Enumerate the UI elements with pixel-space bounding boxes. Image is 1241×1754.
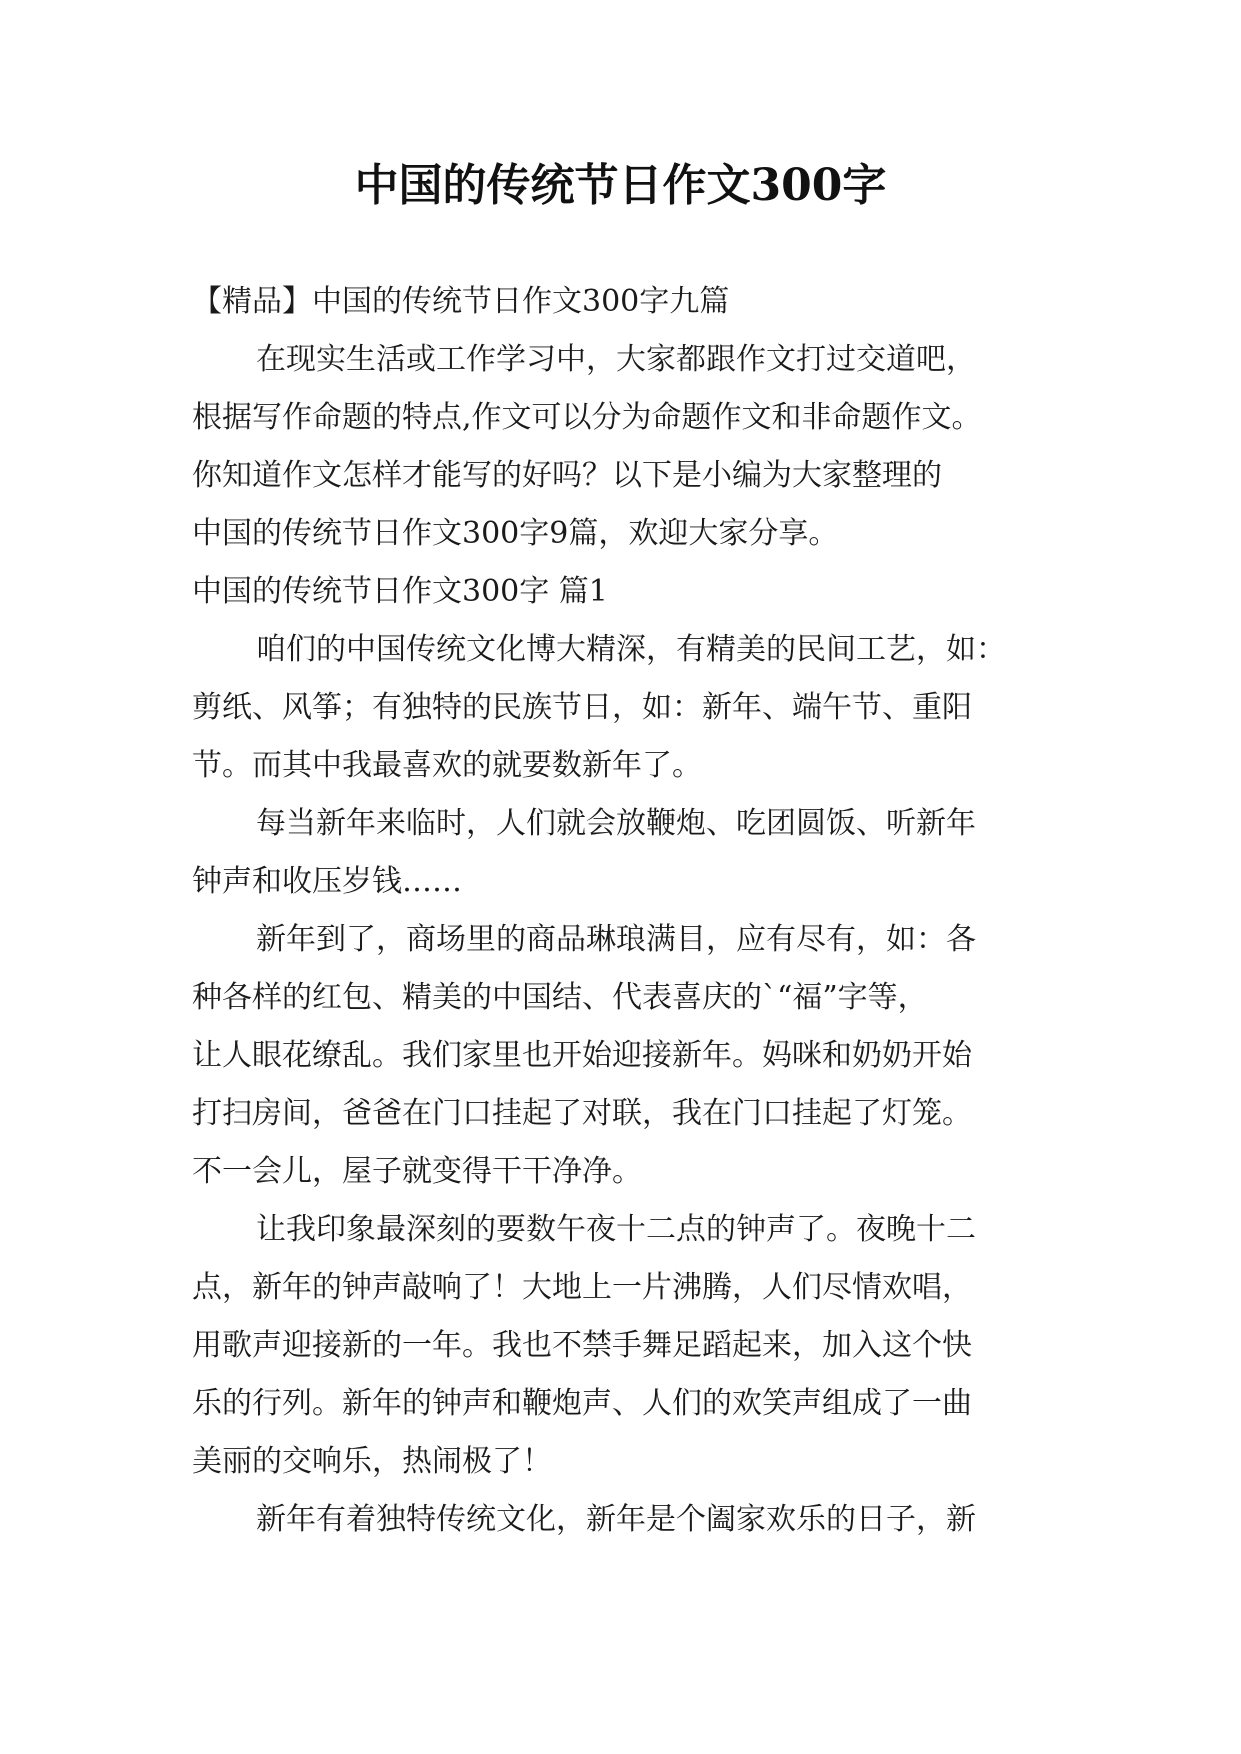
intro-paragraph-line: 你知道作文怎样才能写的好吗？以下是小编为大家整理的 xyxy=(192,458,942,493)
paragraph-line: 乐的行列。新年的钟声和鞭炮声、人们的欢笑声组成了一曲 xyxy=(192,1386,972,1421)
paragraph-line: 美丽的交响乐，热闹极了！ xyxy=(192,1444,552,1479)
paragraph-line: 节。而其中我最喜欢的就要数新年了。 xyxy=(192,748,702,783)
intro-paragraph-line: 根据写作命题的特点,作文可以分为命题作文和非命题作文。 xyxy=(192,400,982,435)
paragraph-line: 钟声和收压岁钱…… xyxy=(192,864,462,899)
paragraph-line: 用歌声迎接新的一年。我也不禁手舞足蹈起来，加入这个快 xyxy=(192,1328,972,1363)
paragraph-line: 新年有着独特传统文化，新年是个阖家欢乐的日子，新 xyxy=(256,1502,976,1537)
paragraph-line: 让我印象最深刻的要数午夜十二点的钟声了。夜晚十二 xyxy=(256,1212,976,1247)
paragraph-line: 新年到了，商场里的商品琳琅满目，应有尽有，如：各 xyxy=(256,922,976,957)
paragraph-line: 剪纸、风筝；有独特的民族节日，如：新年、端午节、重阳 xyxy=(192,690,972,725)
paragraph-line: 点，新年的钟声敲响了！大地上一片沸腾，人们尽情欢唱， xyxy=(192,1270,972,1305)
paragraph-line: 咱们的中国传统文化博大精深，有精美的民间工艺，如： xyxy=(256,632,1006,667)
paragraph-line: 每当新年来临时，人们就会放鞭炮、吃团圆饭、听新年 xyxy=(256,806,976,841)
intro-paragraph-line: 中国的传统节日作文300字9篇，欢迎大家分享。 xyxy=(192,516,839,551)
intro-paragraph-line: 在现实生活或工作学习中，大家都跟作文打过交道吧， xyxy=(256,342,976,377)
paragraph-line: 不一会儿，屋子就变得干干净净。 xyxy=(192,1154,642,1189)
paragraph-line: 打扫房间，爸爸在门口挂起了对联，我在门口挂起了灯笼。 xyxy=(192,1096,972,1131)
paragraph-line: 种各样的红包、精美的中国结、代表喜庆的`“福”字等， xyxy=(192,980,928,1015)
paragraph-line: 让人眼花缭乱。我们家里也开始迎接新年。妈咪和奶奶开始 xyxy=(192,1038,972,1073)
heading-line: 【精品】中国的传统节日作文300字九篇 xyxy=(192,284,730,319)
document-title: 中国的传统节日作文300字 xyxy=(354,160,887,211)
section-heading: 中国的传统节日作文300字 篇1 xyxy=(192,574,608,609)
